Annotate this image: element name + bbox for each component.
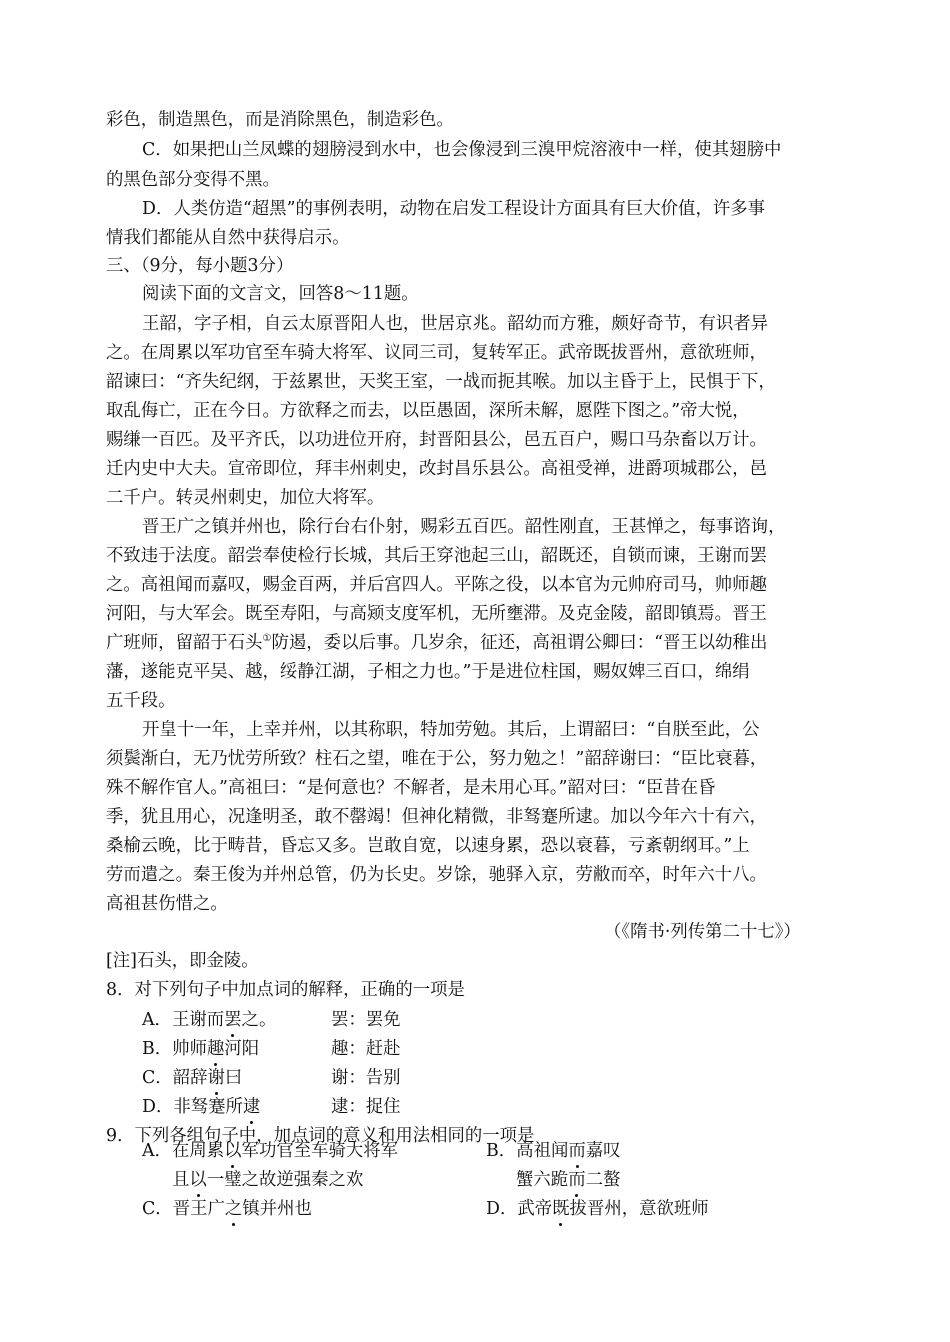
option-label: A． <box>142 1010 172 1030</box>
option-text: 武帝 <box>517 1199 553 1219</box>
option-text: 高祖闻 <box>516 1141 569 1161</box>
text-line <box>142 197 765 221</box>
q9-option-line <box>142 1197 312 1221</box>
option-text: 帅师 <box>172 1039 207 1059</box>
dotted-word: 谢 <box>207 1068 225 1088</box>
text-line <box>106 428 767 452</box>
option-label: D． <box>142 1097 174 1117</box>
option-text: 晋王广 <box>172 1199 225 1219</box>
dotted-word: 以 <box>189 1170 207 1190</box>
option-text: 河阳 <box>224 1039 260 1059</box>
line-text: 彩色，制造黑色，而是消除黑色，制造彩色。 <box>106 110 454 130</box>
text-line <box>106 805 767 829</box>
option-label: D． <box>486 1199 518 1219</box>
line-text: 高祖甚伤惜之。 <box>106 894 228 914</box>
option-text: 军功官至车骑大将军 <box>241 1141 399 1161</box>
q9-option-line <box>486 1139 621 1163</box>
q8-option <box>142 1037 259 1061</box>
text-line <box>106 544 767 568</box>
line-text: （《隋书·列传第二十七》） <box>604 922 801 942</box>
line-text: 王韶，字子相，自云太原晋阳人也，世居京兆。韶幼而方雅，颇好奇节，有识者异 <box>142 314 769 334</box>
text-line <box>106 978 465 1002</box>
line-text: C．如果把山兰凤蝶的翅膀浸到水中，也会像浸到三溴甲烷溶液中一样，使其翅膀中 <box>142 140 782 160</box>
line-text: 殊不解作官人。”高祖曰：“是何意也？不解者，是未用心耳。”韶对曰：“臣昔在昏 <box>106 778 716 798</box>
q8-gloss: 趣：赶赴 <box>331 1039 401 1059</box>
line-text: 晋王广之镇并州也，除行台右仆射，赐彩五百匹。韶性刚直，王甚惮之，每事谘询， <box>142 517 786 537</box>
line-text: 须鬓渐白，无乃忧劳所致？柱石之望，唯在于公，努力勉之！”韶辞谢曰：“臣比衰暮， <box>106 749 768 769</box>
q8-option <box>142 1008 276 1032</box>
line-text: 赐缣一百匹。及平齐氏，以功进位开府，封晋阳县公，邑五百户，赐口马杂畜以万计。 <box>106 430 767 450</box>
option-text: 嘉叹 <box>585 1141 621 1161</box>
text-line <box>106 341 767 365</box>
line-text: 季，犹且用心，况逢明圣，敢不罄竭！但神化精微，非驽蹇所逮。加以今年六十有六， <box>106 807 767 827</box>
text-line <box>106 660 750 684</box>
text-line <box>142 718 760 742</box>
text-line <box>106 776 715 800</box>
q8-gloss: 逮：捉住 <box>331 1097 401 1117</box>
dotted-word: 趣 <box>206 1039 225 1059</box>
option-label: A． <box>142 1141 172 1161</box>
text-line <box>106 949 259 973</box>
line-text: D．人类仿造“超黑”的事例表明，动物在启发工程设计方面具有巨大价值，许多事 <box>142 199 766 219</box>
line-text: 藩，遂能克平吴、越，绥静江湖，子相之力也。”于是进位柱国，赐奴婢三百口，绵绢 <box>106 662 750 682</box>
text-line <box>142 312 768 336</box>
line-text: 桑榆云晚，比于畴昔，昏忘又多。岂敢自宽，以速身累，恐以衰暮，亏紊朝纲耳。”上 <box>106 836 750 856</box>
line-text: 取乱侮亡，正在今日。方欲释之而去，以臣愚固，深所未解，愿陛下图之。”帝大悦， <box>106 401 750 421</box>
option-text: 曰 <box>224 1068 243 1088</box>
q9-option-line <box>516 1168 620 1192</box>
option-label: C． <box>142 1199 173 1219</box>
line-text: 开皇十一年，上幸并州，以其称职，特加劳勉。其后，上谓韶曰：“自朕至此，公 <box>142 720 760 740</box>
option-text: 之。 <box>241 1010 277 1030</box>
q8-gloss: 谢：告别 <box>331 1068 401 1088</box>
option-text: 且 <box>172 1170 190 1190</box>
dotted-word: 逮 <box>242 1097 261 1117</box>
line-text: 三、（9分，每小题3分） <box>106 256 294 276</box>
q8-gloss: 罢：罢免 <box>331 1010 401 1030</box>
text-line <box>604 920 801 944</box>
text-line <box>142 138 781 162</box>
q8-option <box>142 1095 260 1119</box>
text-line <box>106 399 750 423</box>
text-line <box>106 168 280 192</box>
q9-title: 9．下列各组句子中，加点词的意义和用法相同的一项是 <box>106 1126 535 1146</box>
text-line <box>106 457 767 481</box>
line-text: [注]石头，即金陵。 <box>106 951 259 971</box>
option-text: 镇并州也 <box>242 1199 312 1219</box>
line-text: 劳而遣之。秦王俊为并州总管，仍为长史。岁馀，驰驿入京，劳敝而卒，时年六十八。 <box>106 865 767 885</box>
option-text: 拔晋州，意欲班师 <box>569 1199 709 1219</box>
text-line <box>106 863 767 887</box>
option-text: 一璧之故逆强秦之欢 <box>206 1170 364 1190</box>
option-text: 二螯 <box>585 1170 621 1190</box>
line-text: 之。在周累以军功官至车骑大将军、议同三司，复转军正。武帝既拔晋州，意欲班师， <box>106 343 767 363</box>
text-line <box>106 892 228 916</box>
q9-option-line <box>486 1197 709 1221</box>
line-text: 韶谏曰：“齐失纪纲，于兹累世，天奖王室，一战而扼其喉。加以主昏于上，民惧于下， <box>106 372 776 392</box>
dotted-word: 罢 <box>224 1010 242 1030</box>
line-text: 8．对下列句子中加点词的解释，正确的一项是 <box>106 980 465 1000</box>
q8-option <box>142 1066 242 1090</box>
line-text: 二千户。转灵州刺史，加位大将军。 <box>106 488 385 508</box>
line-text: 情我们都能从自然中获得启示。 <box>106 228 350 248</box>
text-line <box>106 108 454 132</box>
dotted-word: 既 <box>552 1199 570 1219</box>
option-text: 在周累 <box>171 1141 225 1161</box>
text-line <box>106 486 384 510</box>
option-text: 非驽蹇所 <box>173 1097 243 1117</box>
line-text: 之。高祖闻而嘉叹，赐金百两，并后宫四人。平陈之役，以本官为元帅府司马，帅师趣 <box>106 575 767 595</box>
line-text: 阅读下面的文言文，回答8～11题。 <box>142 284 419 304</box>
text-line <box>106 834 750 858</box>
text-line <box>142 282 419 306</box>
dotted-word: 之 <box>224 1199 243 1219</box>
dotted-word: 而 <box>568 1141 586 1161</box>
option-label: B． <box>486 1141 517 1161</box>
dotted-word: 以 <box>224 1141 242 1161</box>
text-line <box>106 602 767 626</box>
option-label: C． <box>142 1068 173 1088</box>
text-line <box>106 254 293 278</box>
dotted-word: 而 <box>568 1170 586 1190</box>
option-text: 蟹六跪 <box>516 1170 569 1190</box>
line-text: 防遏，委以后事。几岁余，征还，高祖谓公卿曰：“晋王以幼稚出 <box>271 633 768 653</box>
text-line <box>106 573 767 597</box>
q9-option-line <box>172 1168 363 1192</box>
text-line <box>106 747 767 771</box>
option-label: B． <box>142 1039 173 1059</box>
line-text: 不致违于法度。韶尝奉使检行长城，其后王穿池起三山，韶既还，自锁而谏，王谢而罢 <box>106 546 767 566</box>
line-text: 河阳，与大军会。既至寿阳，与高颎支度军机，无所壅滞。及克金陵，韶即镇焉。晋王 <box>106 604 767 624</box>
text-line <box>106 226 349 250</box>
text-line <box>106 689 176 713</box>
text-line <box>142 515 785 539</box>
line-text: 广班师，留韶于石头 <box>106 633 263 653</box>
q9-option-line <box>142 1139 398 1163</box>
option-text: 韶辞 <box>172 1068 208 1088</box>
footnote-marker: ① <box>262 633 272 644</box>
text-line <box>106 370 776 394</box>
line-text: 的黑色部分变得不黑。 <box>106 170 280 190</box>
line-text: 迁内史中大夫。宣帝即位，拜丰州刺史，改封昌乐县公。高祖受禅，进爵项城郡公，邑 <box>106 459 767 479</box>
line-text: 五千段。 <box>106 691 176 711</box>
option-text: 王谢而 <box>171 1010 225 1030</box>
text-line <box>106 631 767 655</box>
